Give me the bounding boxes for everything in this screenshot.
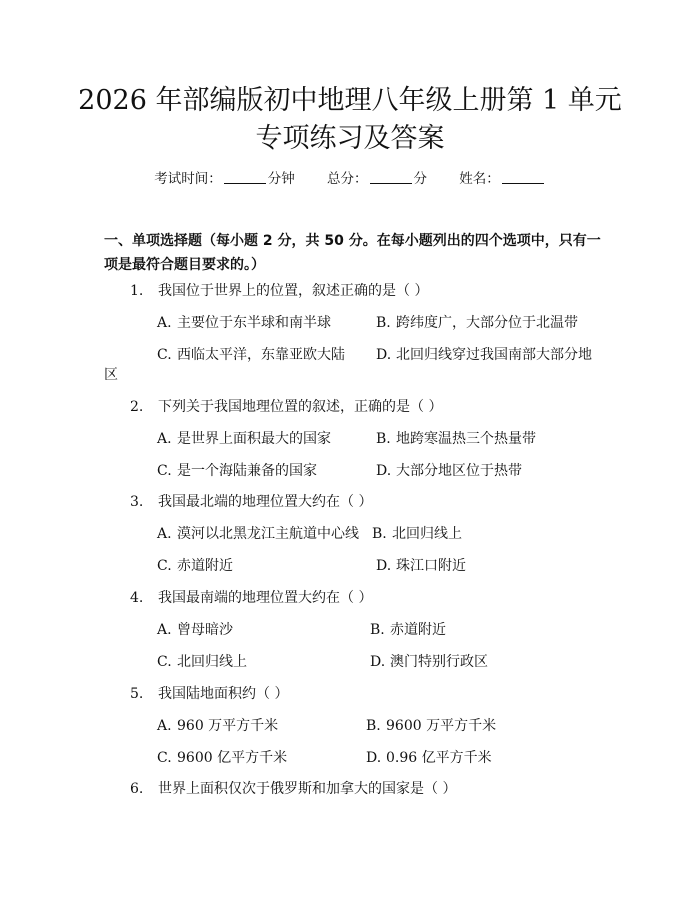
option-d: D. 北回归线穿过我国南部大部分地 (376, 347, 592, 363)
option-b: B. 9600 万平方千米 (366, 718, 497, 734)
question-stem: 下列关于我国地理位置的叙述，正确的是（ ） (158, 399, 443, 415)
question-1 (130, 281, 428, 301)
option-b: B. 地跨寒温热三个热量带 (376, 431, 536, 447)
option-a: A. 960 万平方千米 (157, 718, 279, 734)
question-stem: 我国陆地面积约（ ） (158, 686, 289, 702)
question-number: 4. (130, 590, 144, 606)
option-c: C. 西临太平洋，东靠亚欧大陆 (157, 347, 345, 363)
student-name-blank (502, 171, 544, 184)
option-b: B. 赤道附近 (370, 622, 446, 638)
option-c: C. 北回归线上 (157, 654, 247, 670)
question-stem: 我国位于世界上的位置，叙述正确的是（ ） (158, 283, 429, 299)
question-number: 3. (130, 494, 144, 510)
question-6 (130, 779, 456, 799)
document-title-line-2: 专项练习及答案 (255, 123, 445, 154)
option-d-wrap: 区 (104, 367, 118, 383)
question-number: 2. (130, 399, 144, 415)
exam-time (154, 171, 299, 187)
question-4 (130, 588, 372, 608)
total-score-unit: 分 (413, 171, 427, 187)
question-stem: 我国最南端的地理位置大约在（ ） (158, 590, 373, 606)
option-b: B. 跨纬度广，大部分位于北温带 (376, 315, 578, 331)
option-a: A. 是世界上面积最大的国家 (157, 431, 331, 447)
exam-info-row (0, 167, 700, 187)
question-number: 6. (130, 781, 144, 797)
question-5 (130, 684, 288, 704)
option-c: C. 是一个海陆兼备的国家 (157, 463, 317, 479)
question-number: 1. (130, 283, 144, 299)
exam-time-unit: 分钟 (267, 171, 295, 187)
exam-time-label: 考试时间： (154, 171, 222, 187)
total-score (327, 171, 431, 187)
option-d: D. 大部分地区位于热带 (376, 463, 522, 479)
option-d: D. 0.96 亿平方千米 (366, 750, 492, 766)
total-score-label: 总分： (327, 171, 368, 187)
option-a: A. 曾母暗沙 (157, 622, 233, 638)
document-title-line-1: 2026 年部编版初中地理八年级上册第 1 单元 (78, 85, 622, 116)
option-a: A. 漠河以北黑龙江主航道中心线 (157, 526, 359, 542)
section-1-heading: 一、单项选择题（每小题 2 分，共 50 分。在每小题列出的四个选项中，只有一项是最符合题目要求的。） (104, 233, 601, 273)
question-number: 5. (130, 686, 144, 702)
option-b: B. 北回归线上 (372, 526, 462, 542)
total-score-blank (370, 171, 412, 184)
question-stem: 我国最北端的地理位置大约在（ ） (158, 494, 373, 510)
option-d: D. 澳门特别行政区 (370, 654, 488, 670)
option-d: D. 珠江口附近 (376, 558, 466, 574)
option-a: A. 主要位于东半球和南半球 (157, 315, 331, 331)
question-3 (130, 492, 372, 512)
student-name (459, 171, 546, 187)
exam-time-blank (224, 171, 266, 184)
option-c: C. 赤道附近 (157, 558, 233, 574)
option-c: C. 9600 亿平方千米 (157, 750, 288, 766)
question-2 (130, 397, 442, 417)
question-stem: 世界上面积仅次于俄罗斯和加拿大的国家是（ ） (158, 781, 457, 797)
student-name-label: 姓名： (459, 171, 500, 187)
